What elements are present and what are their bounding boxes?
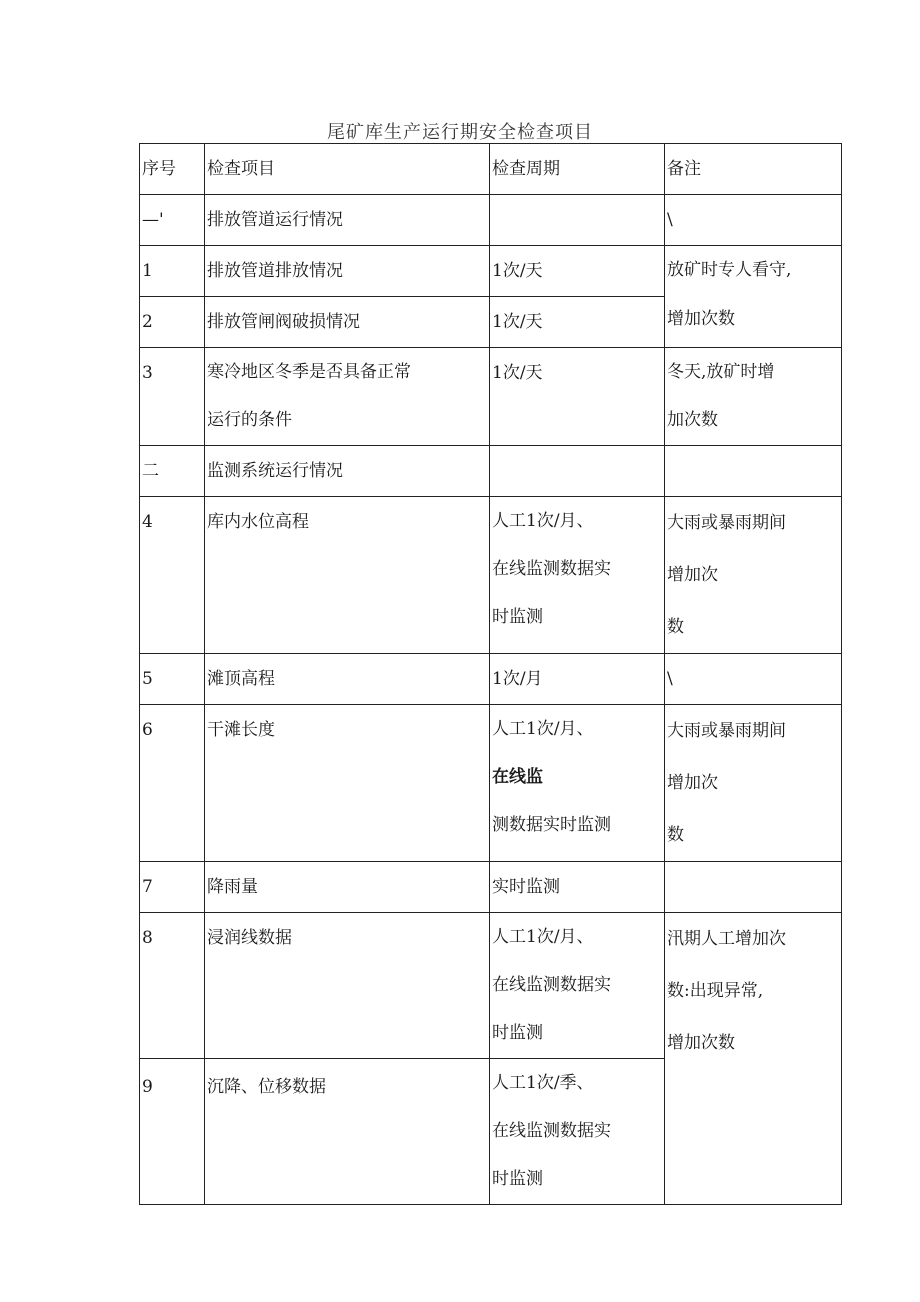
cell-seq: 9 bbox=[140, 1059, 205, 1205]
cell-item: 滩顶高程 bbox=[205, 654, 490, 705]
cell-seq: 二 bbox=[140, 446, 205, 497]
cell-item: 干滩长度 bbox=[205, 705, 490, 862]
table-row bbox=[140, 195, 842, 246]
cell-seq: 4 bbox=[140, 497, 205, 654]
cell-note: \ bbox=[665, 654, 842, 705]
cell-note bbox=[665, 246, 842, 348]
table-row bbox=[140, 705, 842, 862]
table-row bbox=[140, 913, 842, 1059]
cell-item bbox=[205, 348, 490, 446]
cell-note bbox=[665, 446, 842, 497]
cell-seq: 8 bbox=[140, 913, 205, 1059]
header-period: 检查周期 bbox=[490, 144, 665, 195]
period-line: 时监测 bbox=[492, 1169, 543, 1189]
cell-note bbox=[665, 862, 842, 913]
document-title: 尾矿库生产运行期安全检查项目 bbox=[327, 122, 593, 143]
cell-item: 库内水位高程 bbox=[205, 497, 490, 654]
cell-period: 1次/天 bbox=[490, 348, 665, 446]
period-line: 人工1次/月、 bbox=[492, 719, 594, 739]
note-line: 冬天,放矿时增 bbox=[667, 362, 775, 382]
inspection-table bbox=[139, 143, 842, 1205]
cell-seq: 6 bbox=[140, 705, 205, 862]
cell-period bbox=[490, 913, 665, 1059]
note-line: 增加次 bbox=[667, 773, 718, 793]
note-line: 数 bbox=[667, 825, 684, 845]
cell-seq: 7 bbox=[140, 862, 205, 913]
cell-period: 1次/天 bbox=[490, 246, 665, 297]
note-line: 汛期人工增加次 bbox=[667, 929, 786, 949]
table-row bbox=[140, 246, 842, 297]
cell-note bbox=[665, 348, 842, 446]
table-header-row bbox=[140, 144, 842, 195]
table-row bbox=[140, 348, 842, 446]
cell-period bbox=[490, 1059, 665, 1205]
cell-seq: 5 bbox=[140, 654, 205, 705]
cell-note bbox=[665, 705, 842, 862]
period-line: 在线监测数据实 bbox=[492, 559, 611, 579]
note-line: 加次数 bbox=[667, 410, 718, 430]
item-line: 运行的条件 bbox=[207, 410, 292, 430]
period-line: 时监测 bbox=[492, 1023, 543, 1043]
cell-item: 沉降、位移数据 bbox=[205, 1059, 490, 1205]
cell-seq: —' bbox=[140, 195, 205, 246]
period-line: 测数据实时监测 bbox=[492, 815, 611, 835]
period-line: 在线监 bbox=[492, 767, 543, 787]
period-line: 在线监测数据实 bbox=[492, 1121, 611, 1141]
cell-seq: 2 bbox=[140, 297, 205, 348]
cell-period: 1次/天 bbox=[490, 297, 665, 348]
table-row bbox=[140, 446, 842, 497]
cell-item: 降雨量 bbox=[205, 862, 490, 913]
cell-item: 排放管道排放情况 bbox=[205, 246, 490, 297]
cell-note bbox=[665, 913, 842, 1205]
cell-period: 实时监测 bbox=[490, 862, 665, 913]
cell-note bbox=[665, 497, 842, 654]
header-seq: 序号 bbox=[140, 144, 205, 195]
note-line: 放矿时专人看守, bbox=[667, 260, 792, 280]
cell-period bbox=[490, 446, 665, 497]
note-line: 大雨或暴雨期间 bbox=[667, 513, 786, 533]
cell-seq: 3 bbox=[140, 348, 205, 446]
note-line: 数 bbox=[667, 617, 684, 637]
period-line: 人工1次/月、 bbox=[492, 511, 594, 531]
table-row bbox=[140, 862, 842, 913]
cell-seq: 1 bbox=[140, 246, 205, 297]
note-line: 大雨或暴雨期间 bbox=[667, 721, 786, 741]
note-line: 增加次 bbox=[667, 565, 718, 585]
header-item: 检查项目 bbox=[205, 144, 490, 195]
cell-item: 排放管道运行情况 bbox=[205, 195, 490, 246]
period-line: 人工1次/季、 bbox=[492, 1073, 594, 1093]
table-row bbox=[140, 497, 842, 654]
cell-period bbox=[490, 195, 665, 246]
note-line: 增加次数 bbox=[667, 309, 735, 329]
table-row bbox=[140, 654, 842, 705]
item-line: 寒冷地区冬季是否具备正常 bbox=[207, 362, 411, 382]
cell-item: 浸润线数据 bbox=[205, 913, 490, 1059]
period-line: 在线监测数据实 bbox=[492, 975, 611, 995]
period-line: 人工1次/月、 bbox=[492, 927, 594, 947]
note-line: 增加次数 bbox=[667, 1033, 735, 1053]
cell-item: 监测系统运行情况 bbox=[205, 446, 490, 497]
cell-period bbox=[490, 705, 665, 862]
note-line: 数:出现异常, bbox=[667, 981, 764, 1001]
cell-period bbox=[490, 497, 665, 654]
period-line: 时监测 bbox=[492, 607, 543, 627]
cell-period: 1次/月 bbox=[490, 654, 665, 705]
header-note: 备注 bbox=[665, 144, 842, 195]
cell-note: \ bbox=[665, 195, 842, 246]
cell-item: 排放管闸阀破损情况 bbox=[205, 297, 490, 348]
